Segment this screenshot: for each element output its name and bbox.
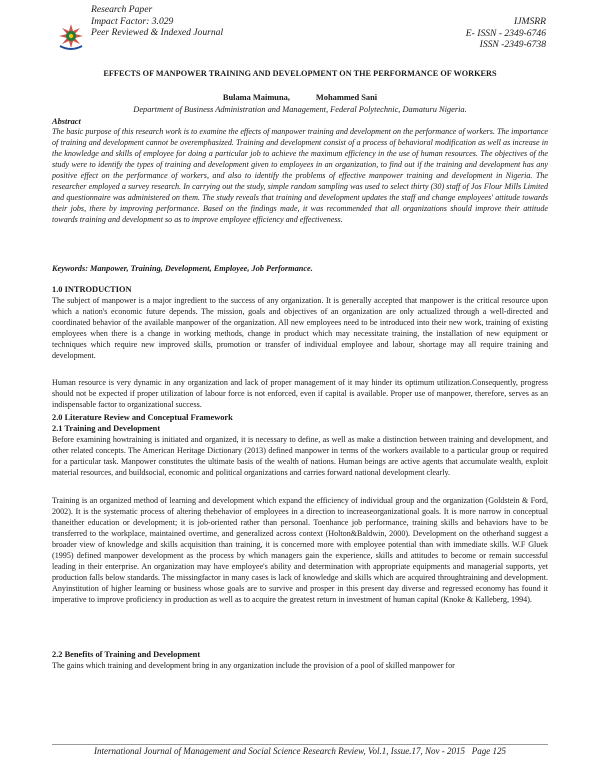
author-2: Mohammed Sani [315,93,378,102]
abstract-text: The basic purpose of this research work is to examine the effects of manpower training and development on the performance of workers. The importance of training and development cannot be overemphasized. Training and development consist of a process of behavioral modification as well as increase in the knowledge and skills of employee for doing a particular job to achieve the maximum efficiency in the use of human resources. The objectives of the study were to identify the types of training and development given to employees in an organization, to find out if the training and development has any positive effect on the performance of workers, and also to identify the problems of effective manpower training and development in Nigeria. The researcher employed a survey research. In carrying out the study, simple random sampling was used to select thirty (30) staff of Jos Flour Mills Limited and questionnaire was administered on them. The study reveals that training and development updates the staff and change employees' attitude towards their jobs, there by improving performance. Based on the findings made, it was recommended that all organizations should improve their attitude towards training and development so as to improve employee efficiency and effectiveness. [52,127,548,224]
literature-paragraph-1: Before examining howtraining is initiated and organized, it is necessary to define, as well as make a distinction between training and development, and other related concepts. The American Heritage Dictionary (2013) defined manpower in terms of the workers available to a particular group or required for a particular task. Manpower constitutes the ultimate basis of the wealth of nations. Human beings are active agents that accumulate wealth, exploit material resources, and buildsocial, economic and political organizations and carries forward national development clearly. [52,435,548,477]
literature-heading: 2.0 Literature Review and Conceptual Framework [52,413,233,422]
literature-paragraph-2: Training is an organized method of learning and development which expand the efficiency of individual group and the organization (Goldstein & Ford, 2002). It is the systematic process of altering thebehavior of employees in a direction to increaseorganizational goals. It is more narrow in conceptual thaneither education or development; it is job-oriented rather than personal. Toenhance job performance, training skills and behaviors have to be transferred to the workplace, maintained overtime, and generalized across context (Holton&Baldwin, 2000). Development on the otherhand suggest a broader view of knowledge and skills acquisition than training, it is concerned more with employee potential than with immediate skills. W.F Gluek (1995) defined manpower development as the process by which managers gain the experience, skills and attitudes to become or remain successful leading in their enterprise. An organization may have employee's ability and determination with appropriate equipments and managerial supports, yet production falls below standards. The missingfactor in many cases is lack of knowledge and skills which are acquired throughtraining and development. Anyinstitution of higher learning or business whose goals are to survive and prosper in this present day diverse and regressed economy has found it imperative to improve proficiency in production as well as to acquire the greatest return in investment of human capital (Knoke & Kalleberg, 1994). [52,496,548,604]
e-issn: E- ISSN - 2349-6746 [465,27,546,39]
author-1: Bulama Maimuna, [222,93,290,102]
issn: ISSN -2349-6738 [479,39,546,51]
abstract-heading: Abstract [52,117,81,126]
journal-logo-icon [56,22,86,52]
page-number: Page 125 [471,746,506,756]
header-issn-info [466,16,546,51]
benefits-paragraph: The gains which training and development bring in any organization include the provision of a pool of skilled manpower for [52,661,455,670]
journal-abbrev: IJMSRR [514,16,546,27]
footer-rule [52,744,548,745]
training-subheading: 2.1 Training and Development [52,424,161,433]
affiliation: Department of Business Administration and Management, Federal Polytechnic, Damaturu Nigeria. [133,105,467,114]
benefits-subheading: 2.2 Benefits of Training and Development [52,650,201,659]
page-footer [38,746,562,756]
paper-title: EFFECTS OF MANPOWER TRAINING AND DEVELOPMENT ON THE PERFORMANCE OF WORKERS [103,69,497,78]
author-list [0,93,600,102]
intro-heading: 1.0 INTRODUCTION [52,285,132,294]
footer-journal: International Journal of Management and Social Science Research Review, Vol.1, Issue.17, Nov - 2015 [94,746,465,756]
header-journal-info [91,4,223,39]
review-status: Peer Reviewed & Indexed Journal [91,27,224,39]
intro-paragraph-2: Human resource is very dynamic in any organization and lack of proper management of it may hinder its optimum utilization.Consequently, progress should not be expected if proper utilization of labour force is not enforced, even if capital is available. Proper use of manpower, therefore, serves as an indispensable factor to organizational success. [52,378,548,409]
keywords: Keywords: Manpower, Training, Development, Employee, Job Performance. [52,264,313,273]
paper-type: Research Paper [91,4,153,15]
impact-factor: Impact Factor: 3.029 [91,15,174,27]
intro-paragraph-1: The subject of manpower is a major ingredient to the success of any organization. It is generally accepted that manpower is the critical resource upon which a nation's economic future depends. The mission, goals and objectives of an organization are only actualized through a well-directed and coordinated behavior of the available manpower of the organization. All new employees need to be introduced into their new work, training of existing employees when there is a change in working methods, change in product which may necessitate training, the installation of new equipment or techniques which require new improved skills, promotion or transfer of individual employee and labour, shortage may all require training and development. [52,296,548,360]
